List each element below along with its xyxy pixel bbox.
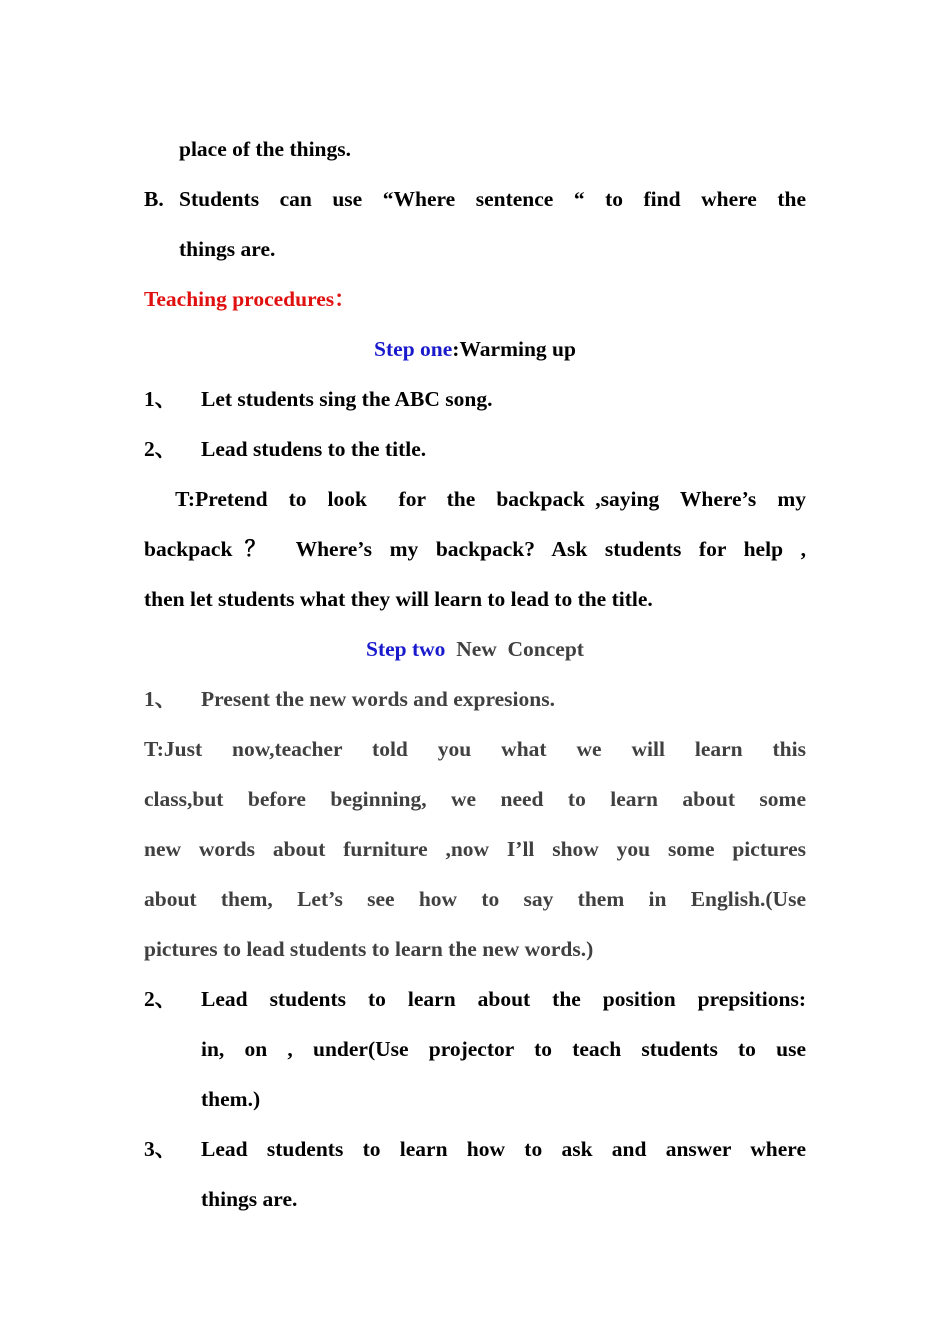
procedures-heading: Teaching procedures： — [144, 287, 356, 311]
list-number: 1、 — [144, 687, 177, 711]
step-one-heading — [144, 324, 806, 374]
list-number: 1、 — [144, 387, 177, 411]
step-two-paragraph-line: pictures to lead students to learn the new words.) — [144, 937, 594, 961]
list-item-text: Let students sing the ABC song. — [201, 387, 493, 411]
list-number: 3、 — [144, 1137, 177, 1161]
list-item-text: Present the new words and expresions. — [201, 687, 555, 711]
list-item-text: things are. — [201, 1187, 298, 1211]
step-two-heading — [144, 624, 806, 674]
step-one-paragraph-line: T:Pretend to look for the backpack ,saying Where’s my — [144, 487, 806, 511]
step-one-paragraph-line: then let students what they will learn to lead to the title. — [144, 587, 653, 611]
list-item-text: in, on , under(Use projector to teach students to use — [201, 1037, 806, 1061]
step-two-paragraph-line: class,but before beginning, we need to learn about some — [144, 787, 806, 811]
step-two-paragraph-line: new words about furniture ,now I’ll show you some pictures — [144, 837, 806, 861]
list-item-text: Lead studens to the title. — [201, 437, 427, 461]
objective-b-letter: B. — [144, 187, 164, 211]
list-item-text: them.) — [201, 1087, 261, 1111]
step-two-title: New Concept — [445, 637, 584, 661]
list-number: 2、 — [144, 987, 177, 1011]
step-two-paragraph-line: about them, Let’s see how to say them in English.(Use — [144, 887, 806, 911]
list-item-text: Lead students to learn how to ask and answer where — [201, 1137, 806, 1161]
step-one-paragraph-line: backpack？ Where’s my backpack? Ask students for help , — [144, 537, 806, 561]
list-number: 2、 — [144, 437, 177, 461]
step-two-label: Step two — [366, 637, 446, 661]
list-item-text: Lead students to learn about the position prepsitions: — [201, 987, 806, 1011]
step-one-label: Step one — [374, 337, 453, 361]
step-two-paragraph-line: T:Just now,teacher told you what we will learn this — [144, 737, 806, 761]
document-page: place of the things. B. Students can use “Where sentence “ to find where the things are. Teaching procedures： Step one:Warming up 1、 Let students sing the ABC song. 2、 Lead studens to the title. T:Pretend to look for the backpack ,saying Where’s my backpack？ Where’s my backpack? Ask students for help , then let students what they will learn to lead to the title. Step two New Concept 1、 Present the new words and expresions. T:Just now,teacher told you what we will learn this class,but before beginning, we need to learn about some new words about furniture ,now I’ll show you some pictures about them, Let’s see how to say them in English.(Use pictures to lead students to learn the new words.) 2、 Lead students to learn about the position prepsitions: in, on , under(Use projector to teach students to use them.) 3、 Lead students to learn how to ask and answer where things are. — [0, 0, 950, 1344]
objective-b-text: Students can use “Where sentence “ to find where the — [179, 187, 806, 211]
step-one-title: :Warming up — [452, 337, 576, 361]
